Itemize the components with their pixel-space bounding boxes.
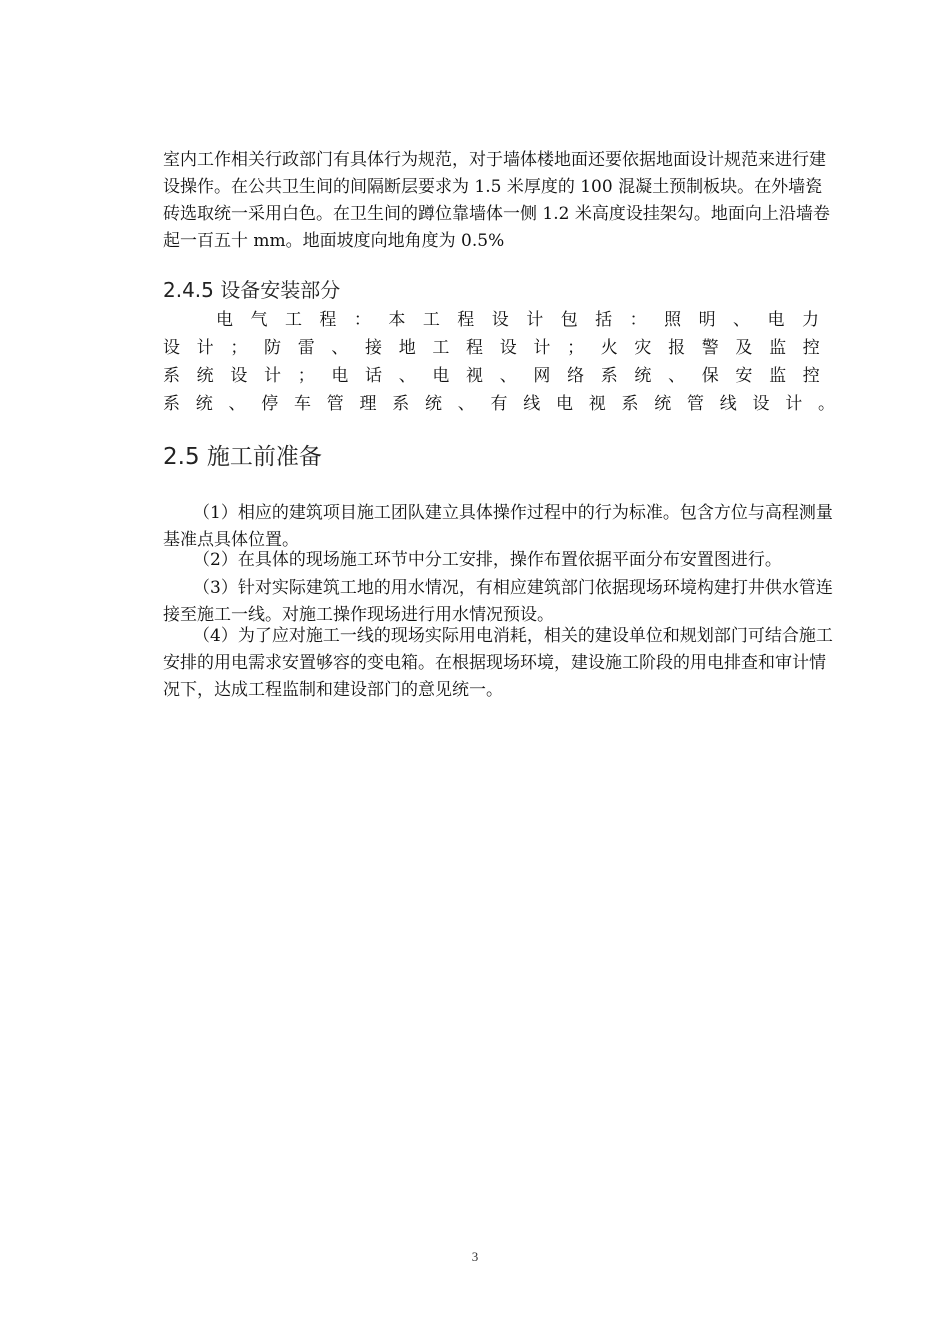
spaced-char: 计 (526, 310, 544, 330)
spaced-char: 括 (595, 310, 613, 330)
spaced-char: 系 (392, 394, 410, 414)
spaced-char: 明 (698, 310, 716, 330)
spaced-line (163, 334, 820, 362)
spaced-char: 设 (230, 366, 248, 386)
spaced-char: 工 (422, 310, 440, 330)
spaced-char: 、 (398, 366, 416, 386)
spaced-char: 。 (818, 394, 835, 414)
spaced-char: 报 (668, 338, 686, 358)
spaced-char: 计 (196, 338, 214, 358)
spaced-char: 本 (388, 310, 406, 330)
spaced-char: 理 (359, 394, 377, 414)
spaced-char: 地 (398, 338, 416, 358)
spaced-char: 安 (735, 366, 753, 386)
spaced-char: 系 (163, 394, 180, 414)
spaced-char: 包 (560, 310, 578, 330)
spaced-char: 警 (701, 338, 719, 358)
section-heading-2-5: 2.5 施工前准备 (163, 444, 322, 470)
spaced-char: 电 (767, 310, 785, 330)
spaced-char: 管 (326, 394, 344, 414)
spaced-char: 络 (567, 366, 585, 386)
spaced-char: 统 (654, 394, 672, 414)
spaced-char: 保 (701, 366, 719, 386)
spaced-char: 统 (634, 366, 652, 386)
spaced-char: 视 (588, 394, 606, 414)
spaced-char: 系 (600, 366, 618, 386)
spaced-char: 、 (733, 310, 751, 330)
spaced-line (163, 390, 835, 418)
spaced-char: ： (353, 310, 371, 330)
spaced-char: 控 (802, 338, 820, 358)
spaced-char: 雷 (297, 338, 315, 358)
spaced-char: 程 (457, 310, 475, 330)
spaced-char: 有 (490, 394, 508, 414)
spaced-char: 控 (802, 366, 820, 386)
spaced-char: ； (230, 338, 248, 358)
spaced-char: ； (297, 366, 315, 386)
spaced-char: 统 (195, 394, 213, 414)
spaced-char: 火 (600, 338, 618, 358)
list-item: （4）为了应对施工一线的现场实际用电消耗，相关的建设单位和规划部门可结合施工安排的用电需求安置够容的变电箱。在根据现场环境，建设施工阶段的用电排查和审计情况下，达成工程监制和建设部门的意见统一。 (163, 626, 833, 700)
spaced-char: 监 (769, 366, 787, 386)
spaced-char: 系 (621, 394, 639, 414)
spaced-char: 程 (319, 310, 337, 330)
spaced-char: 车 (294, 394, 311, 414)
spaced-char: 话 (365, 366, 383, 386)
spaced-char: 设 (163, 338, 180, 358)
spaced-char: 照 (664, 310, 682, 330)
spaced-char: 统 (425, 394, 442, 414)
list-item: （2）在具体的现场施工环节中分工安排，操作布置依据平面分布安置图进行。 (193, 550, 782, 570)
spaced-char: 工 (284, 310, 302, 330)
spaced-char: 设 (752, 394, 770, 414)
spaced-char: 网 (533, 366, 551, 386)
spaced-char: 电 (556, 394, 573, 414)
list-item: （3）针对实际建筑工地的用水情况，有相应建筑部门依据现场环境构建打井供水管连接至施工一线。对施工操作现场进行用水情况预设。 (163, 578, 833, 625)
spaced-char: 监 (769, 338, 787, 358)
spaced-char: ； (567, 338, 585, 358)
spaced-char: 防 (264, 338, 282, 358)
spaced-char: 管 (687, 394, 704, 414)
spaced-char: 、 (331, 338, 349, 358)
spaced-char: 、 (499, 366, 517, 386)
spaced-char: 停 (261, 394, 279, 414)
page-number: 3 (471, 1249, 479, 1264)
spaced-char: 计 (785, 394, 803, 414)
spaced-char: 设 (499, 338, 517, 358)
section-heading-2-4-5: 2.4.5 设备安装部分 (163, 278, 341, 302)
spaced-char: 程 (466, 338, 484, 358)
spaced-char: 系 (163, 366, 180, 386)
spaced-char: 气 (250, 310, 268, 330)
spaced-char: 灾 (634, 338, 652, 358)
spaced-char: 、 (668, 366, 686, 386)
intro-paragraph: 室内工作相关行政部门有具体行为规范，对于墙体楼地面还要依据地面设计规范来进行建设操作。在公共卫生间的间隔断层要求为 1.5 米厚度的 100 混凝土预制板块。在外墙瓷砖选取统一采用白色。在卫生间的蹲位靠墙体一侧 1.2 米高度设挂架勾。地面向上沿墙卷起一百五十 mm。地面坡度向地角度为 0.5% (163, 150, 830, 251)
spaced-char: 线 (523, 394, 541, 414)
spaced-char: 视 (466, 366, 484, 386)
spaced-char: 计 (264, 366, 282, 386)
spaced-line (216, 306, 819, 334)
spaced-char: 接 (365, 338, 383, 358)
spaced-char: 及 (735, 338, 753, 358)
spaced-char: 工 (432, 338, 450, 358)
spaced-char: ： (629, 310, 647, 330)
spaced-char: 、 (457, 394, 475, 414)
spaced-char: 统 (196, 366, 214, 386)
spaced-char: 线 (719, 394, 737, 414)
spaced-char: 电 (331, 366, 349, 386)
spaced-char: 、 (228, 394, 246, 414)
spaced-line (163, 362, 820, 390)
spaced-char: 设 (491, 310, 509, 330)
spaced-char: 电 (216, 310, 233, 330)
spaced-char: 电 (432, 366, 450, 386)
spaced-char: 计 (533, 338, 551, 358)
list-item: （1）相应的建筑项目施工团队建立具体操作过程中的行为标准。包含方位与高程测量基准点具体位置。 (163, 503, 833, 550)
spaced-char: 力 (801, 310, 819, 330)
